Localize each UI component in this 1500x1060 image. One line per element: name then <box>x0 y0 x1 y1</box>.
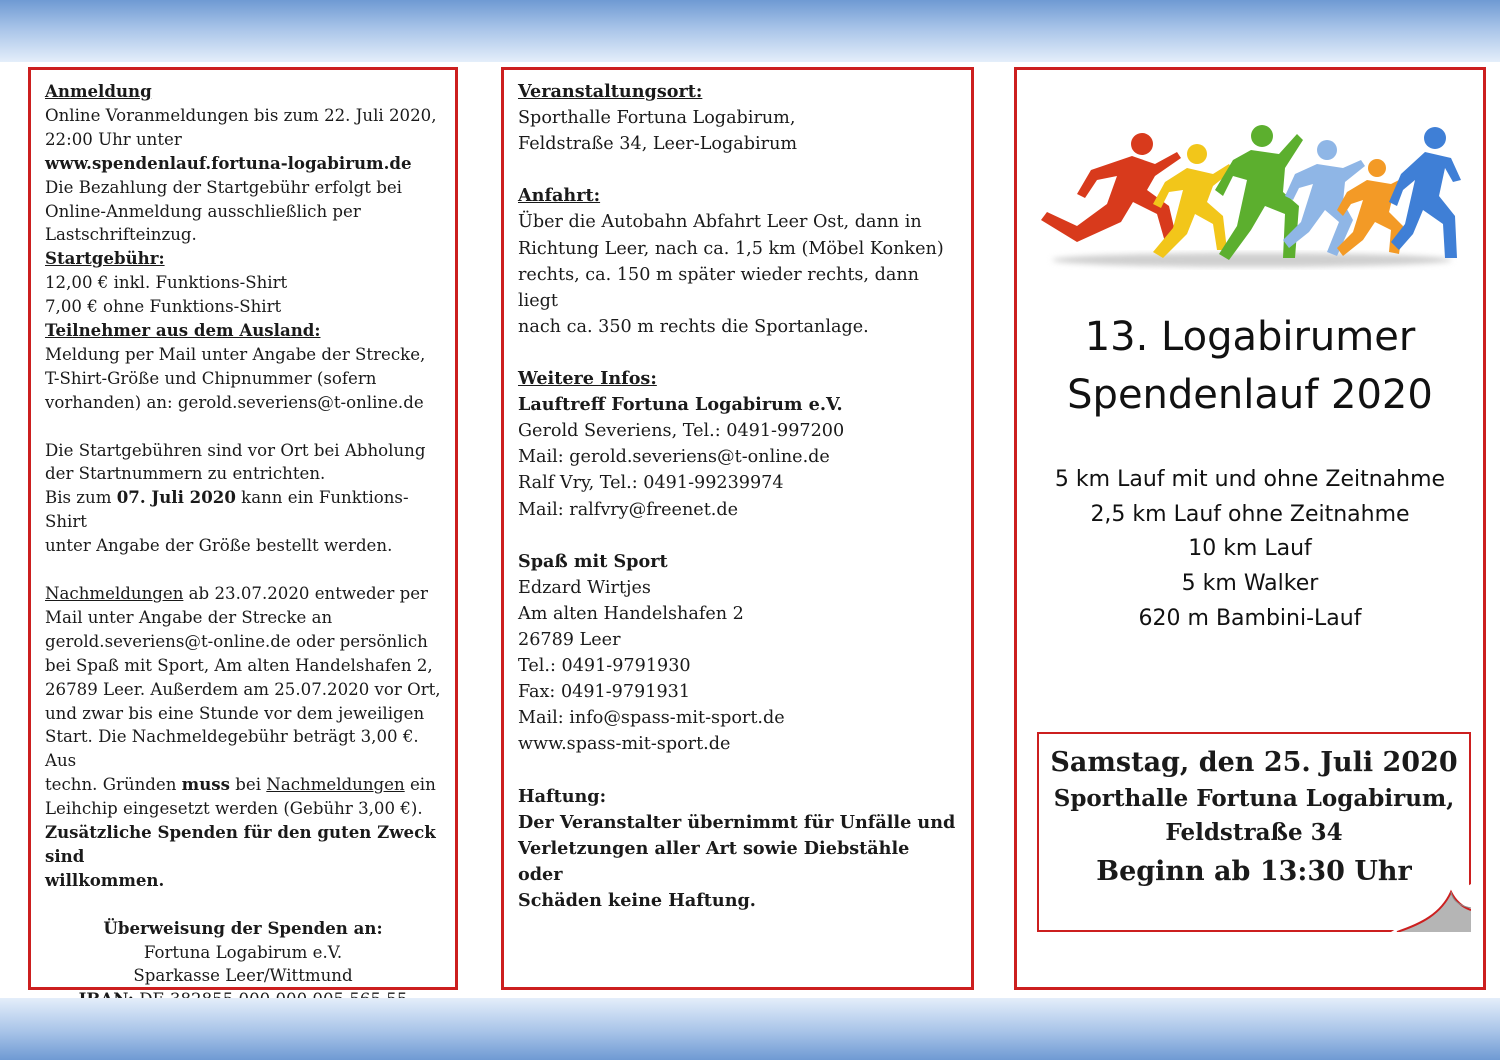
shirt-order-line: unter Angabe der Größe bestellt werden. <box>45 536 393 556</box>
liability-line: Schäden keine Haftung. <box>518 889 756 911</box>
late-line: bei Spaß mit Sport, Am alten Handelshafen 2, <box>45 655 433 675</box>
abroad-line: vorhanden) an: gerold.severiens@t-online.de <box>45 392 424 412</box>
venue-line: Sporthalle Fortuna Logabirum, <box>518 108 796 129</box>
payment-line: Die Bezahlung der Startgebühr erfolgt bei <box>45 177 402 197</box>
cover-panel <box>1014 67 1486 990</box>
event-date: Samstag, den 25. Juli 2020 <box>1050 747 1458 778</box>
liability-heading: Haftung: <box>518 785 607 807</box>
transfer-heading: Überweisung der Spenden an: <box>103 917 383 938</box>
info-heading: Weitere Infos: <box>518 368 657 390</box>
bottom-blue-band <box>0 998 1500 1060</box>
info-line: Gerold Severiens, Tel.: 0491-997200 <box>518 421 845 442</box>
race-list <box>1017 463 1483 637</box>
venue-line: Feldstraße 34, Leer-Logabirum <box>518 134 798 155</box>
event-venue: Sporthalle Fortuna Logabirum, <box>1053 785 1455 812</box>
shop-line: Mail: info@spass-mit-sport.de <box>518 708 785 729</box>
page-curl-icon <box>1391 884 1471 932</box>
anmeldung-heading: Anmeldung <box>45 81 152 101</box>
route-line: Richtung Leer, nach ca. 1,5 km (Möbel Konken) <box>518 238 944 259</box>
event-title-line: 13. Logabirumer <box>1084 314 1416 360</box>
info-line: Mail: gerold.severiens@t-online.de <box>518 447 830 468</box>
event-start: Beginn ab 13:30 Uhr <box>1096 856 1412 887</box>
onsite-line: der Startnummern zu entrichten. <box>45 464 326 484</box>
race-item: 10 km Lauf <box>1188 536 1312 562</box>
info-org: Lauftreff Fortuna Logabirum e.V. <box>518 394 843 416</box>
shop-line: 26789 Leer <box>518 629 621 650</box>
venue-heading: Veranstaltungsort: <box>518 81 703 102</box>
abroad-heading: Teilnehmer aus dem Ausland: <box>45 320 321 341</box>
info-line: Ralf Vry, Tel.: 0491-99239974 <box>518 473 784 494</box>
runners-illustration <box>1037 110 1467 270</box>
event-title-line: Spendenlauf 2020 <box>1067 372 1433 418</box>
donation-line: willkommen. <box>45 869 165 890</box>
info-panel <box>501 67 974 990</box>
blue-runner-icon <box>1389 127 1461 258</box>
route-heading: Anfahrt: <box>518 185 601 207</box>
registration-panel <box>28 67 458 990</box>
race-item: 5 km Lauf mit und ohne Zeitnahme <box>1054 467 1446 492</box>
shop-line: www.spass-mit-sport.de <box>518 734 731 755</box>
payment-line: Online-Anmeldung ausschließlich per <box>45 201 361 221</box>
late-line: Mail unter Angabe der Strecke an <box>45 607 333 627</box>
shop-line: Edzard Wirtjes <box>518 577 651 598</box>
race-item: 5 km Walker <box>1181 571 1319 597</box>
late-line: Start. Die Nachmeldegebühr beträgt 3,00 €. Aus <box>45 727 419 771</box>
techn-line: techn. Gründen muss bei Nachmeldungen ein <box>45 774 436 795</box>
liability-line: Der Veranstalter übernimmt für Unfälle und <box>518 811 956 833</box>
anmeldung-line: Online Voranmeldungen bis zum 22. Juli 2020, <box>45 105 437 125</box>
late-line: 26789 Leer. Außerdem am 25.07.2020 vor Ort, <box>45 679 441 699</box>
shirt-order-line: Bis zum 07. Juli 2020 kann ein Funktions-Shirt <box>45 487 409 532</box>
late-line: gerold.severiens@t-online.de oder persönlich <box>45 631 428 651</box>
transfer-line: Sparkasse Leer/Wittmund <box>133 966 353 986</box>
red-runner-icon <box>1041 133 1181 242</box>
abroad-line: T-Shirt-Größe und Chipnummer (sofern <box>45 368 377 388</box>
fee-line: 12,00 € inkl. Funktions-Shirt <box>45 273 288 293</box>
onsite-line: Die Startgebühren sind vor Ort bei Abholung <box>45 440 426 460</box>
late-registration-line: Nachmeldungen ab 23.07.2020 entweder per <box>45 584 428 603</box>
fee-line: 7,00 € ohne Funktions-Shirt <box>45 297 282 317</box>
race-item: 620 m Bambini-Lauf <box>1138 605 1362 631</box>
event-details-note <box>1037 732 1471 932</box>
event-title <box>1017 308 1483 424</box>
late-line: und zwar bis eine Stunde vor dem jeweiligen <box>45 703 425 723</box>
anmeldung-line: 22:00 Uhr unter <box>45 129 182 149</box>
route-line: Über die Autobahn Abfahrt Leer Ost, dann in <box>518 212 922 233</box>
leihchip-line: Leihchip eingesetzt werden (Gebühr 3,00 €). <box>45 799 423 819</box>
route-line: nach ca. 350 m rechts die Sportanlage. <box>518 316 869 337</box>
fee-heading: Startgebühr: <box>45 248 165 269</box>
registration-url[interactable]: www.spendenlauf.fortuna-logabirum.de <box>45 152 412 173</box>
race-item: 2,5 km Lauf ohne Zeitnahme <box>1090 501 1410 527</box>
abroad-line: Meldung per Mail unter Angabe der Strecke, <box>45 344 426 364</box>
liability-line: Verletzungen aller Art sowie Diebstähle oder <box>518 837 910 885</box>
shop-line: Tel.: 0491-9791930 <box>518 656 691 677</box>
event-venue: Feldstraße 34 <box>1165 819 1343 846</box>
info-line: Mail: ralfvry@freenet.de <box>518 499 739 520</box>
transfer-line: Fortuna Logabirum e.V. <box>143 942 343 962</box>
payment-line: Lastschrifteinzug. <box>45 225 197 245</box>
shop-line: Am alten Handelshafen 2 <box>518 603 744 624</box>
shop-line: Fax: 0491-9791931 <box>518 682 691 703</box>
top-blue-band <box>0 0 1500 62</box>
shop-heading: Spaß mit Sport <box>518 550 668 572</box>
route-line: rechts, ca. 150 m später wieder rechts, dann liegt <box>518 264 920 311</box>
donation-line: Zusätzliche Spenden für den guten Zweck sind <box>45 822 436 866</box>
